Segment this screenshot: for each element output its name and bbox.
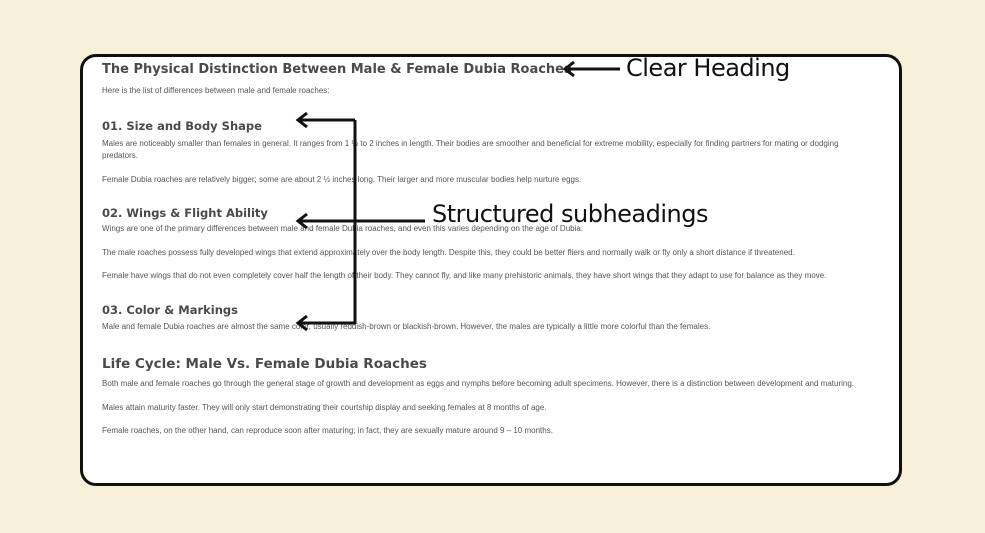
paragraph: Males are noticeably smaller than females in general. It ranges from 1 ½ to 2 inches in length. Their bodies are smoother and beneficial for extreme mobility, especially for finding partners for mating or dodging predators. — [102, 138, 839, 160]
paragraph: The male roaches possess fully developed wings that extend approximately over the body length. Despite this, they could be better fliers and normally walk or fly only a short distance if threatened. — [102, 247, 795, 257]
paragraph: Both male and female roaches go through the general stage of growth and development as eggs and nymphs before becoming adult specimens. However, there is a distinction between development and maturing. — [102, 379, 855, 388]
subheading-size: 01. Size and Body Shape — [102, 118, 262, 133]
paragraph: Female roaches, on the other hand, can reproduce soon after maturing; in fact, they are sexually mature around 9 – 10 months. — [102, 426, 553, 435]
article-intro: Here is the list of differences between male and female roaches: — [102, 86, 330, 95]
subheading-color: 03. Color & Markings — [102, 302, 238, 317]
paragraph: Wings are one of the primary differences between male and female Dubia roaches, and even this varies depending on the age of Dubia. — [102, 224, 584, 233]
subheading-wings: 02. Wings & Flight Ability — [102, 206, 268, 220]
article-content — [102, 61, 872, 438]
article-card — [80, 54, 902, 486]
annotation-clear-heading: Clear Heading — [626, 54, 790, 82]
article-title: The Physical Distinction Between Male & Female Dubia Roaches — [102, 62, 572, 77]
paragraph: Female have wings that do not even completely cover half the length of their body. They cannot fly, and like many prehistoric animals, they have short wings that they adapt to use for balance as they move. — [102, 271, 827, 280]
paragraph: Male and female Dubia roaches are almost the same color, usually reddish-brown or blackish-brown. However, the males are typically a little more colorful than the females. — [102, 321, 711, 331]
paragraph: Female Dubia roaches are relatively bigger; some are about 2 ½ inches long. Their larger and more muscular bodies help nurture eggs. — [102, 174, 582, 184]
paragraph: Males attain maturity faster. They will only start demonstrating their courtship display and seeking females at 8 months of age. — [102, 402, 547, 412]
section-title-life-cycle: Life Cycle: Male Vs. Female Dubia Roaches — [102, 356, 427, 372]
annotation-structured-subheadings: Structured subheadings — [432, 200, 708, 228]
